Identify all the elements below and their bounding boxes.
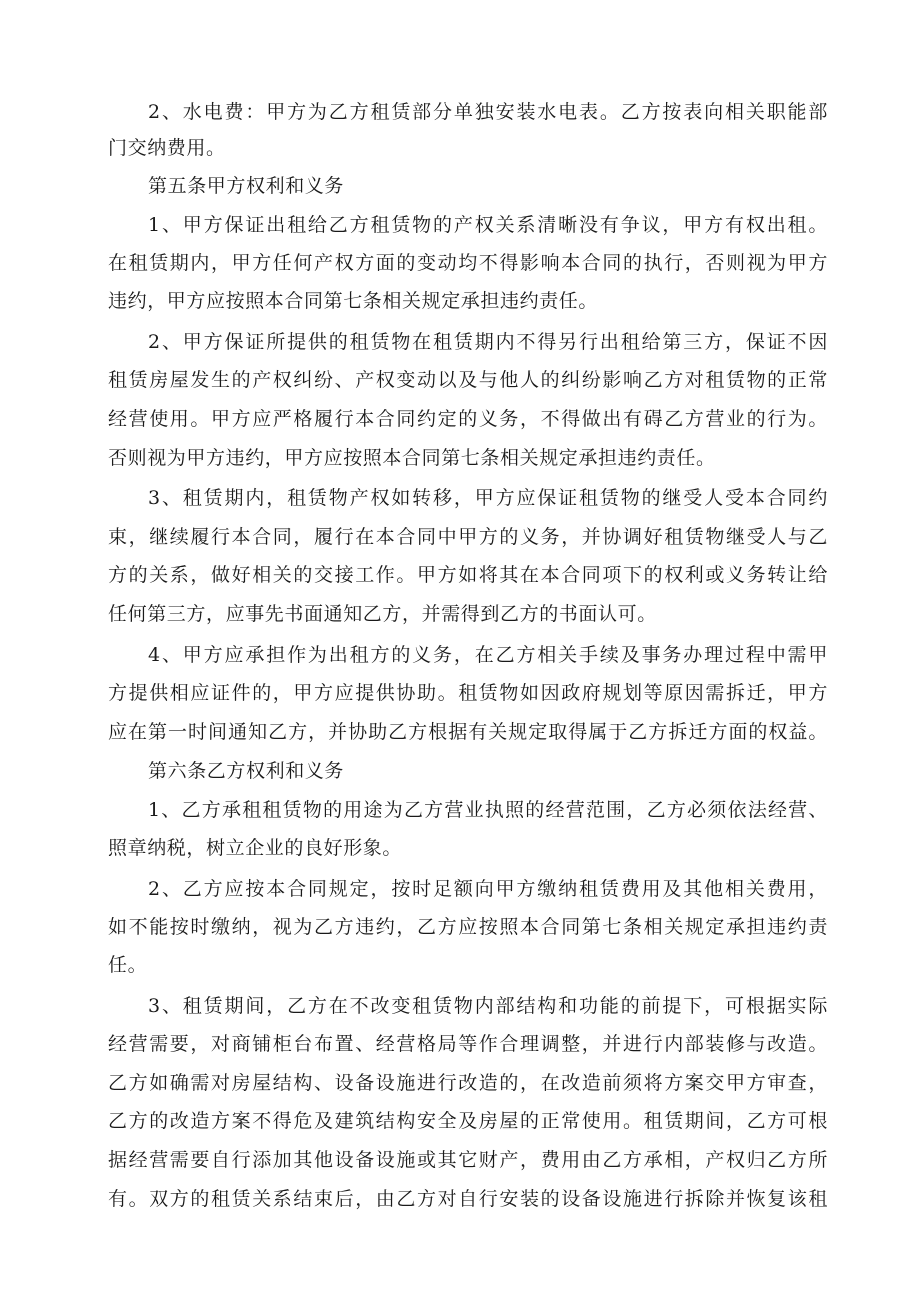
text-line: 1、甲方保证出租给乙方租赁物的产权关系清晰没有争议，甲方有权出租。 (148, 214, 828, 236)
text-line: 3、租赁期内，租赁物产权如转移，甲方应保证租赁物的继受人受本合同约 (148, 487, 828, 509)
text-line: 2、水电费：甲方为乙方租赁部分单独安装水电表。乙方按表向相关职能部 (148, 101, 828, 123)
text-line: 任何第三方，应事先书面通知乙方，并需得到乙方的书面认可。 (108, 603, 657, 625)
text-line: 经营使用。甲方应严格履行本合同约定的义务，不得做出有碍乙方营业的行为。 (108, 408, 828, 430)
text-line: 如不能按时缴纳，视为乙方违约，乙方应按照本合同第七条相关规定承担违约责 (108, 916, 828, 938)
text-line: 应在第一时间通知乙方，并协助乙方根据有关规定取得属于乙方拆迁方面的权益。 (108, 721, 828, 743)
text-line: 2、甲方保证所提供的租赁物在租赁期内不得另行出租给第三方，保证不因 (148, 331, 828, 353)
text-line: 3、租赁期间，乙方在不改变租赁物内部结构和功能的前提下，可根据实际 (148, 995, 828, 1017)
text-line: 经营需要，对商铺柜台布置、经营格局等作合理调整，并进行内部装修与改造。 (108, 1033, 828, 1055)
text-line: 方的关系，做好相关的交接工作。甲方如将其在本合同项下的权利或义务转让给 (108, 564, 828, 586)
section-heading: 第六条乙方权利和义务 (148, 760, 345, 782)
text-line: 1、乙方承租租赁物的用途为乙方营业执照的经营范围，乙方必须依法经营、 (148, 799, 828, 821)
text-line: 租赁房屋发生的产权纠纷、产权变动以及与他人的纠纷影响乙方对租赁物的正常 (108, 369, 828, 391)
text-line: 4、甲方应承担作为出租方的义务，在乙方相关手续及事务办理过程中需甲 (148, 644, 828, 666)
text-line: 乙方如确需对房屋结构、设备设施进行改造的，在改造前须将方案交甲方审查， (108, 1072, 828, 1094)
text-line: 有。双方的租赁关系结束后，由乙方对自行安装的设备设施进行拆除并恢复该租 (108, 1188, 828, 1210)
text-line: 门交纳费用。 (108, 137, 226, 159)
text-line: 任。 (108, 954, 148, 976)
section-heading: 第五条甲方权利和义务 (148, 175, 345, 197)
text-line: 束，继续履行本合同，履行在本合同中甲方的义务，并协调好租赁物继受人与乙 (108, 526, 828, 548)
text-line: 2、乙方应按本合同规定，按时足额向甲方缴纳租赁费用及其他相关费用， (148, 878, 828, 900)
text-line: 在租赁期内，甲方任何产权方面的变动均不得影响本合同的执行，否则视为甲方 (108, 252, 828, 274)
text-line: 方提供相应证件的，甲方应提供协助。租赁物如因政府规划等原因需拆迁，甲方 (108, 682, 828, 704)
text-line: 乙方的改造方案不得危及建筑结构安全及房屋的正常使用。租赁期间，乙方可根 (108, 1110, 828, 1132)
text-line: 照章纳税，树立企业的良好形象。 (108, 837, 403, 859)
text-line: 否则视为甲方违约，甲方应按照本合同第七条相关规定承担违约责任。 (108, 447, 716, 469)
text-line: 据经营需要自行添加其他设备设施或其它财产，费用由乙方承相，产权归乙方所 (108, 1149, 828, 1171)
text-line: 违约，甲方应按照本合同第七条相关规定承担违约责任。 (108, 290, 599, 312)
